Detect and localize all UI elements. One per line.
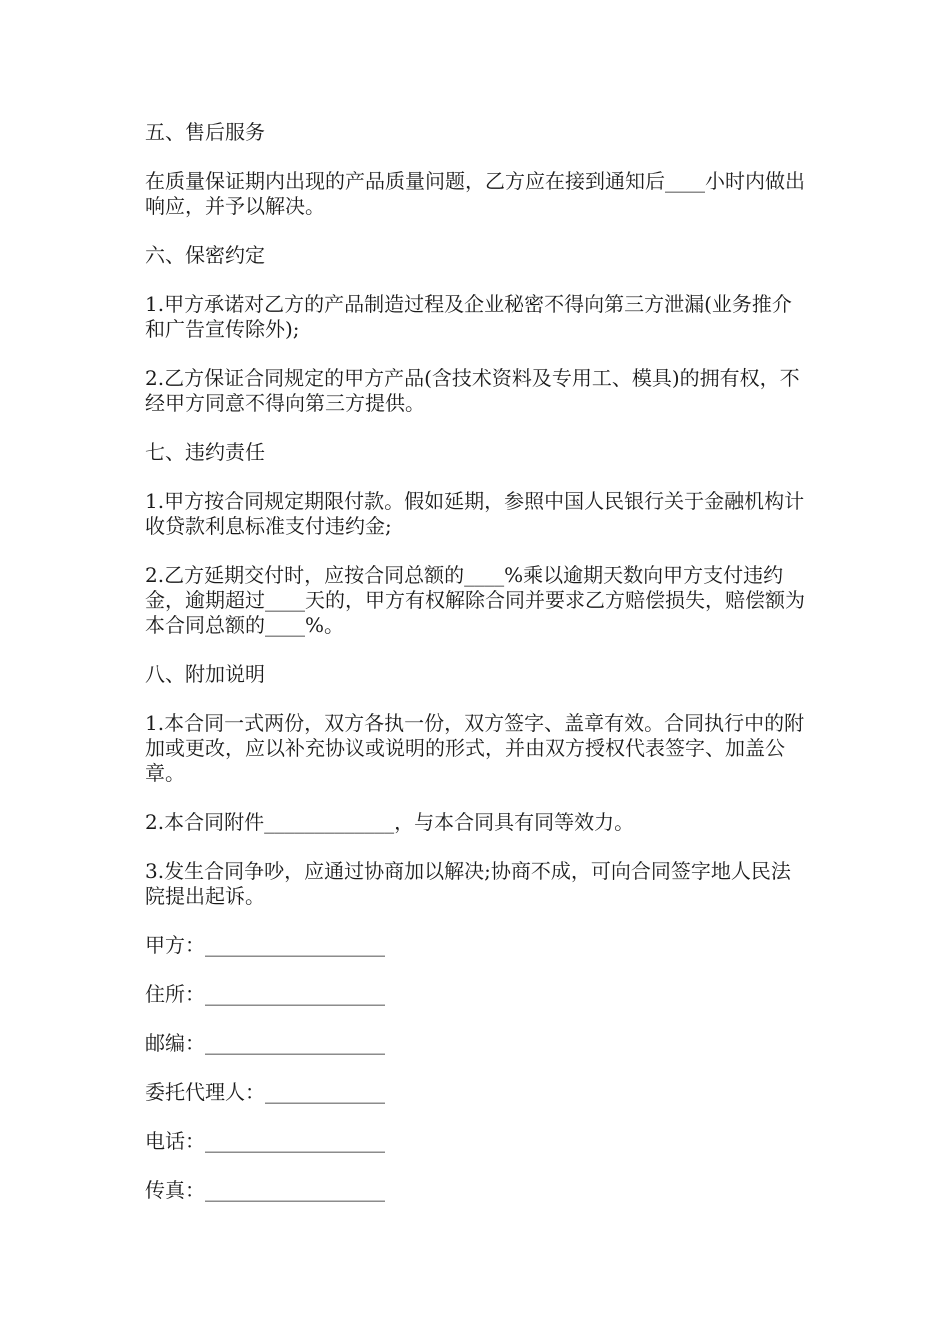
paragraph: 在质量保证期内出现的产品质量问题，乙方应在接到通知后____小时内做出响应，并予以解决。 xyxy=(145,169,805,218)
paragraph: 3.发生合同争吵，应通过协商加以解决;协商不成，可向合同签字地人民法院提出起诉。 xyxy=(145,859,791,908)
signature-field-party-a: 甲方：__________________ xyxy=(145,933,385,957)
signature-field-fax: 传真：__________________ xyxy=(145,1178,385,1202)
signature-field-phone: 电话：__________________ xyxy=(145,1129,385,1153)
section-heading: 五、售后服务 xyxy=(145,120,265,144)
section-heading: 七、违约责任 xyxy=(145,440,265,464)
signature-field-address: 住所：__________________ xyxy=(145,982,385,1006)
section-confidentiality xyxy=(145,243,810,416)
section-additional-notes xyxy=(145,662,810,909)
paragraph: 2.乙方延期交付时，应按合同总额的____%乘以逾期天数向甲方支付违约金，逾期超过____天的，甲方有权解除合同并要求乙方赔偿损失，赔偿额为本合同总额的____%。 xyxy=(145,563,805,637)
section-heading: 六、保密约定 xyxy=(145,243,265,267)
signature-field-postcode: 邮编：__________________ xyxy=(145,1031,385,1055)
document-page xyxy=(145,120,810,1227)
section-liability xyxy=(145,440,810,638)
section-after-sales xyxy=(145,120,810,219)
paragraph: 2.本合同附件_____________，与本合同具有同等效力。 xyxy=(145,810,635,834)
paragraph: 1.甲方承诺对乙方的产品制造过程及企业秘密不得向第三方泄漏(业务推介和广告宣传除外); xyxy=(145,292,792,341)
paragraph: 2.乙方保证合同规定的甲方产品(含技术资料及专用工、模具)的拥有权，不经甲方同意不得向第三方提供。 xyxy=(145,366,800,415)
signature-block xyxy=(145,933,810,1203)
signature-field-agent: 委托代理人：____________ xyxy=(145,1080,385,1104)
paragraph: 1.甲方按合同规定期限付款。假如延期，参照中国人民银行关于金融机构计收贷款利息标准支付违约金; xyxy=(145,489,805,538)
section-heading: 八、附加说明 xyxy=(145,662,265,686)
paragraph: 1.本合同一式两份，双方各执一份，双方签字、盖章有效。合同执行中的附加或更改，应以补充协议或说明的形式，并由双方授权代表签字、加盖公章。 xyxy=(145,711,805,785)
